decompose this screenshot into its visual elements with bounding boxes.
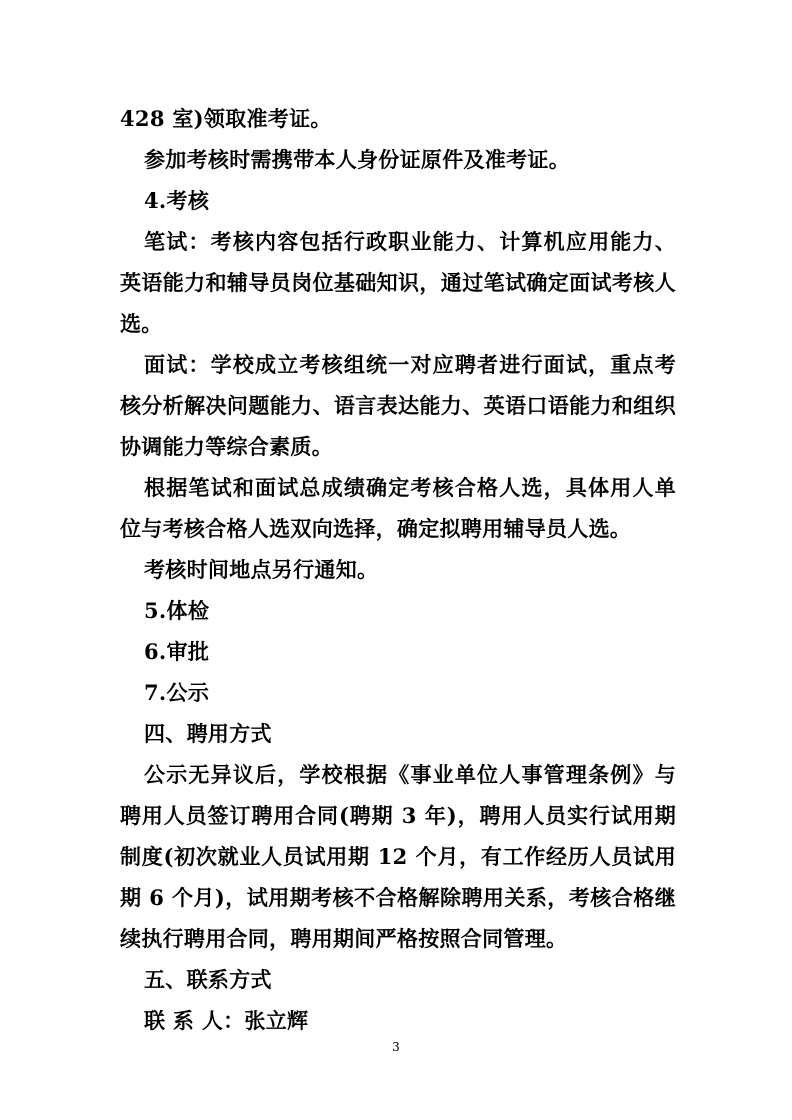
paragraph-employment-contract: 公示无异议后，学校根据《事业单位人事管理条例》与聘用人员签订聘用合同(聘期 3 年)，聘用人员实行试用期制度(初次就业人员试用期 12 个月，有工作经历人员试用期 6 个月)，试用期考核不合格解除聘用关系，考核合格继续执行聘用合同，聘用期间严格按照合同管理。	[120, 762, 676, 951]
document-body	[120, 98, 676, 1041]
heading-approval: 6.审批	[144, 639, 210, 664]
paragraph-written-test: 笔试：考核内容包括行政职业能力、计算机应用能力、英语能力和辅导员岗位基础知识，通过笔试确定面试考核人选。	[120, 229, 676, 336]
page-number: 3	[392, 1040, 400, 1054]
paragraph-interview: 面试：学校成立考核组统一对应聘者进行面试，重点考核分析解决问题能力、语言表达能力、英语口语能力和组织协调能力等综合素质。	[120, 352, 676, 459]
heading-medical-exam: 5.体检	[144, 598, 210, 623]
heading-publicity: 7.公示	[144, 680, 210, 705]
contact-person: 联 系 人：张立辉	[144, 1008, 309, 1033]
paragraph-time-location: 考核时间地点另行通知。	[144, 557, 379, 582]
heading-employment-method: 四、聘用方式	[144, 721, 272, 746]
paragraph-bring-id: 参加考核时需携带本人身份证原件及准考证。	[144, 147, 570, 172]
heading-contact: 五、联系方式	[144, 967, 272, 992]
paragraph-admission-ticket: 428 室)领取准考证。	[120, 106, 332, 131]
paragraph-qualified-candidates: 根据笔试和面试总成绩确定考核合格人选，具体用人单位与考核合格人选双向选择，确定拟聘用辅导员人选。	[120, 475, 676, 541]
heading-assessment: 4.考核	[144, 188, 210, 213]
